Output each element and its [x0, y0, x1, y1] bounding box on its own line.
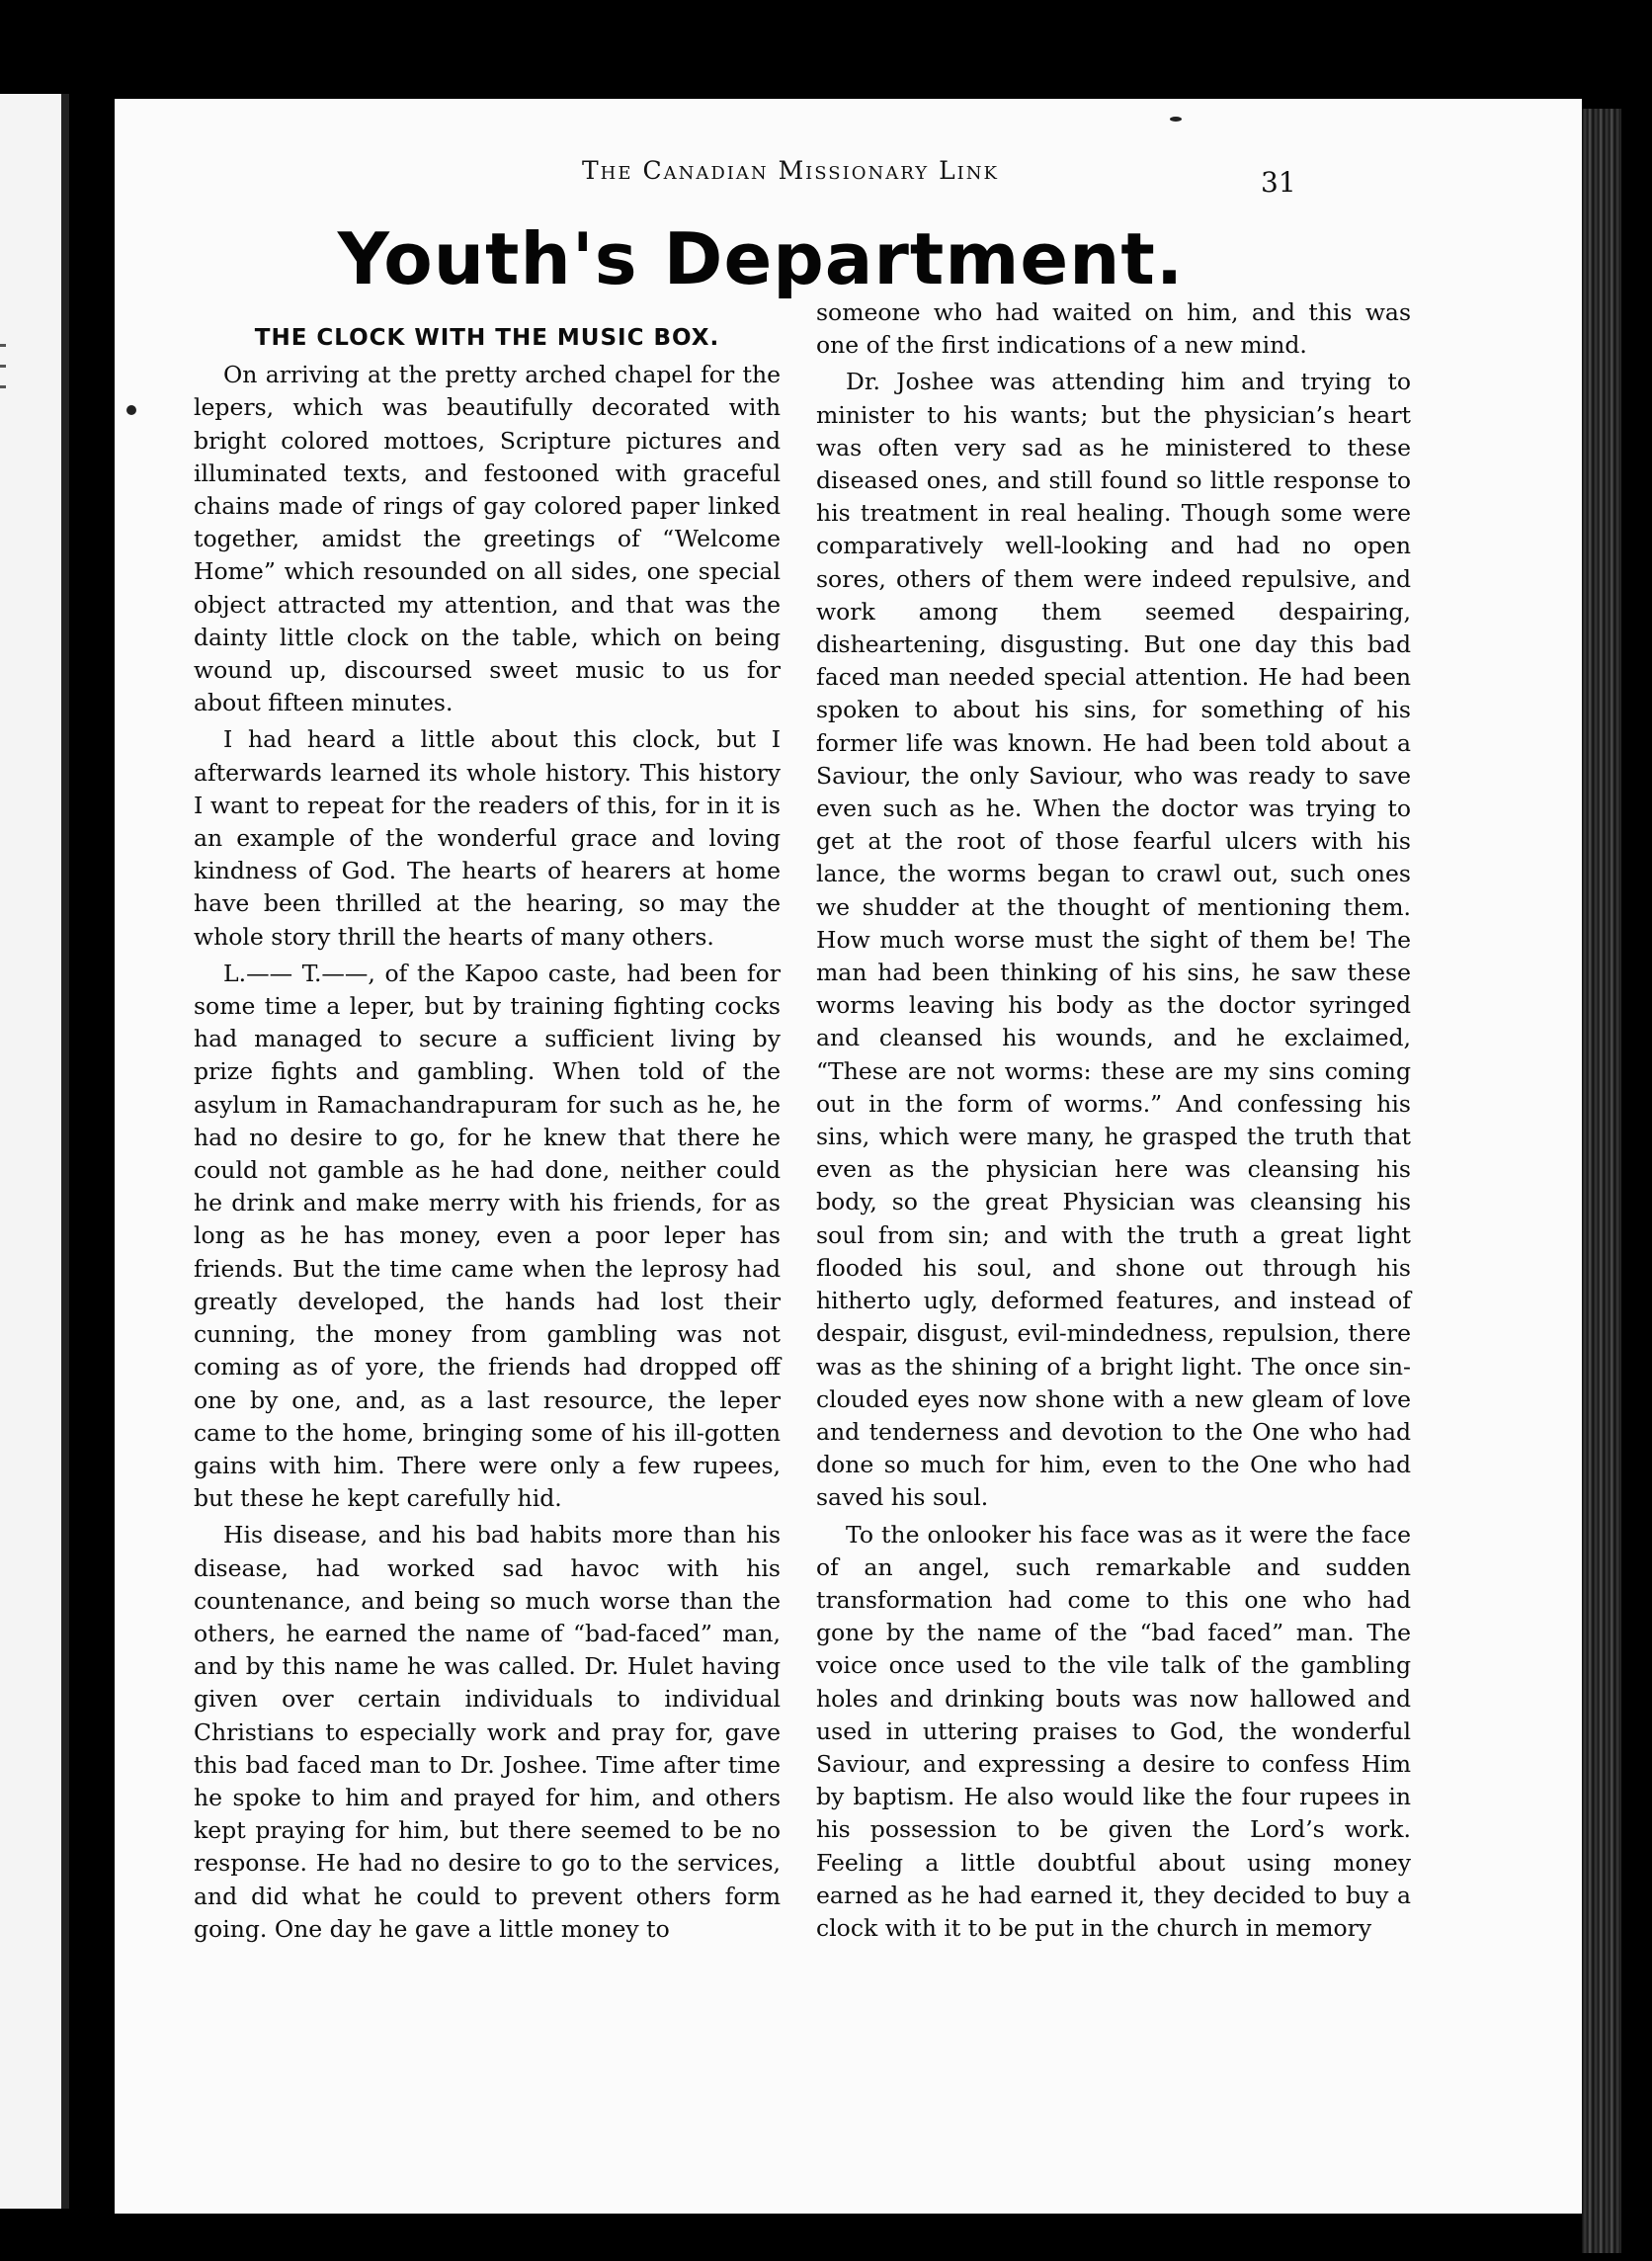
paragraph-continued: someone who had waited on him, and this was one of the first indications of a new mind.: [816, 298, 1411, 360]
page-stack-edge: [1582, 109, 1621, 2253]
running-head: The Canadian Missionary Link: [582, 156, 999, 185]
paragraph: Dr. Joshee was attending him and trying to minister to his wants; but the physician’s heart was often very sad as he ministered to these diseased ones, and still found so little response to his treatment in real healing. Though some were comparatively well-looking and had no open sores, others of them were indeed repulsive, and work among them seemed despairing, disheartening, disgusting. But one day this bad faced man needed special attention. He had been spoken to about his sins, for something of his former life was known. He had been told about a Saviour, the only Saviour, who was ready to save even such as he. When the doctor was trying to get at the root of those fearful ulcers with his lance, the worms began to crawl out, such ones we shudder at the thought of mentioning them. How much worse must the sight of them be! The man had been thinking of his sins, he saw these worms leaving his body as the doctor syringed and cleansed his wounds, and he exclaimed, “These are not worms: these are my sins coming out in the form of worms.” And confessing his sins, which were many, he grasped the truth that even as the physician here was cleansing his body, so the great Physician was cleansing his soul from sin; and with the truth a great light flooded his soul, and shone out through his hitherto ugly, deformed features, and instead of despair, disgust, evil-mindedness, repulsion, there was as the shining of a bright light. The once sin-clouded eyes now shone with a new gleam of love and tenderness and devotion to the One who had done so much for him, even to the One who had saved his soul.: [816, 368, 1411, 1512]
article-title: THE CLOCK WITH THE MUSIC BOX.: [254, 325, 720, 351]
left-column: [194, 322, 781, 1950]
paragraph: On arriving at the pretty arched chapel for the lepers, which was beautifully decorated with bright colored mottoes, Scripture pictures and illuminated texts, and festooned with graceful chains made of rings of gay colored paper linked together, amidst the greetings of “Welcome Home” which resounded on all sides, one special object attracted my attention, and that was the dainty little clock on the table, which on being wound up, discoursed sweet music to us for about fifteen minutes.: [194, 361, 781, 717]
paragraph: L.—— T.——, of the Kapoo caste, had been for some time a leper, but by training fighting cocks had managed to secure a sufficient living by prize fights and gambling. When told of the asylum in Ramachandrapuram for such as he, he had no desire to go, for he knew that there he could not gamble as he had done, neither could he drink and make merry with his friends, for as long as he has money, even a poor leper has friends. But the time came when the leprosy had greatly developed, the hands had lost their cunning, the money from gambling was not coming as of yore, the friends had dropped off one by one, and, as a last resource, the leper came to the home, bringing some of his ill-gotten gains with him. There were only a few rupees, but these he kept carefully hid.: [194, 959, 781, 1513]
page-number: 31: [1261, 166, 1296, 199]
paragraph: To the onlooker his face was as it were the face of an angel, such remarkable and sudden transformation had come to this one who had gone by the name of the “bad faced” man. The voice once used to the vile talk of the gambling holes and drinking bouts was now hallowed and used in uttering praises to God, the wonderful Saviour, and expressing a desire to confess Him by baptism. He also would like the four rupees in his possession to be given the Lord’s work. Feeling a little doubtful about using money earned as he had earned it, they decided to buy a clock with it to be put in the church in memory: [816, 1520, 1411, 1942]
facing-page-marks: [0, 326, 12, 415]
paragraph: I had heard a little about this clock, but I afterwards learned its whole history. This history I want to repeat for the readers of this, for in it is an example of the wonderful grace and loving kindness of God. The hearts of hearers at home have been thrilled at the hearing, so may the whole story thrill the hearts of many others.: [194, 725, 781, 951]
department-title: Youth's Department.: [337, 217, 1185, 300]
ink-speck: [126, 405, 136, 415]
paragraph: His disease, and his bad habits more than his disease, had worked sad havoc with his countenance, and being so much worse than the others, he earned the name of “bad-faced” man, and by this name he was called. Dr. Hulet having given over certain individuals to individual Christians to especially work and pray for, gave this bad faced man to Dr. Joshee. Time after time he spoke to him and prayed for him, and others kept praying for him, but there seemed to be no response. He had no desire to go to the services, and did what he could to prevent others form going. One day he gave a little money to: [194, 1521, 781, 1943]
right-column: [816, 296, 1411, 1949]
ink-speck: [1170, 117, 1182, 122]
gutter-shadow: [61, 94, 69, 2209]
